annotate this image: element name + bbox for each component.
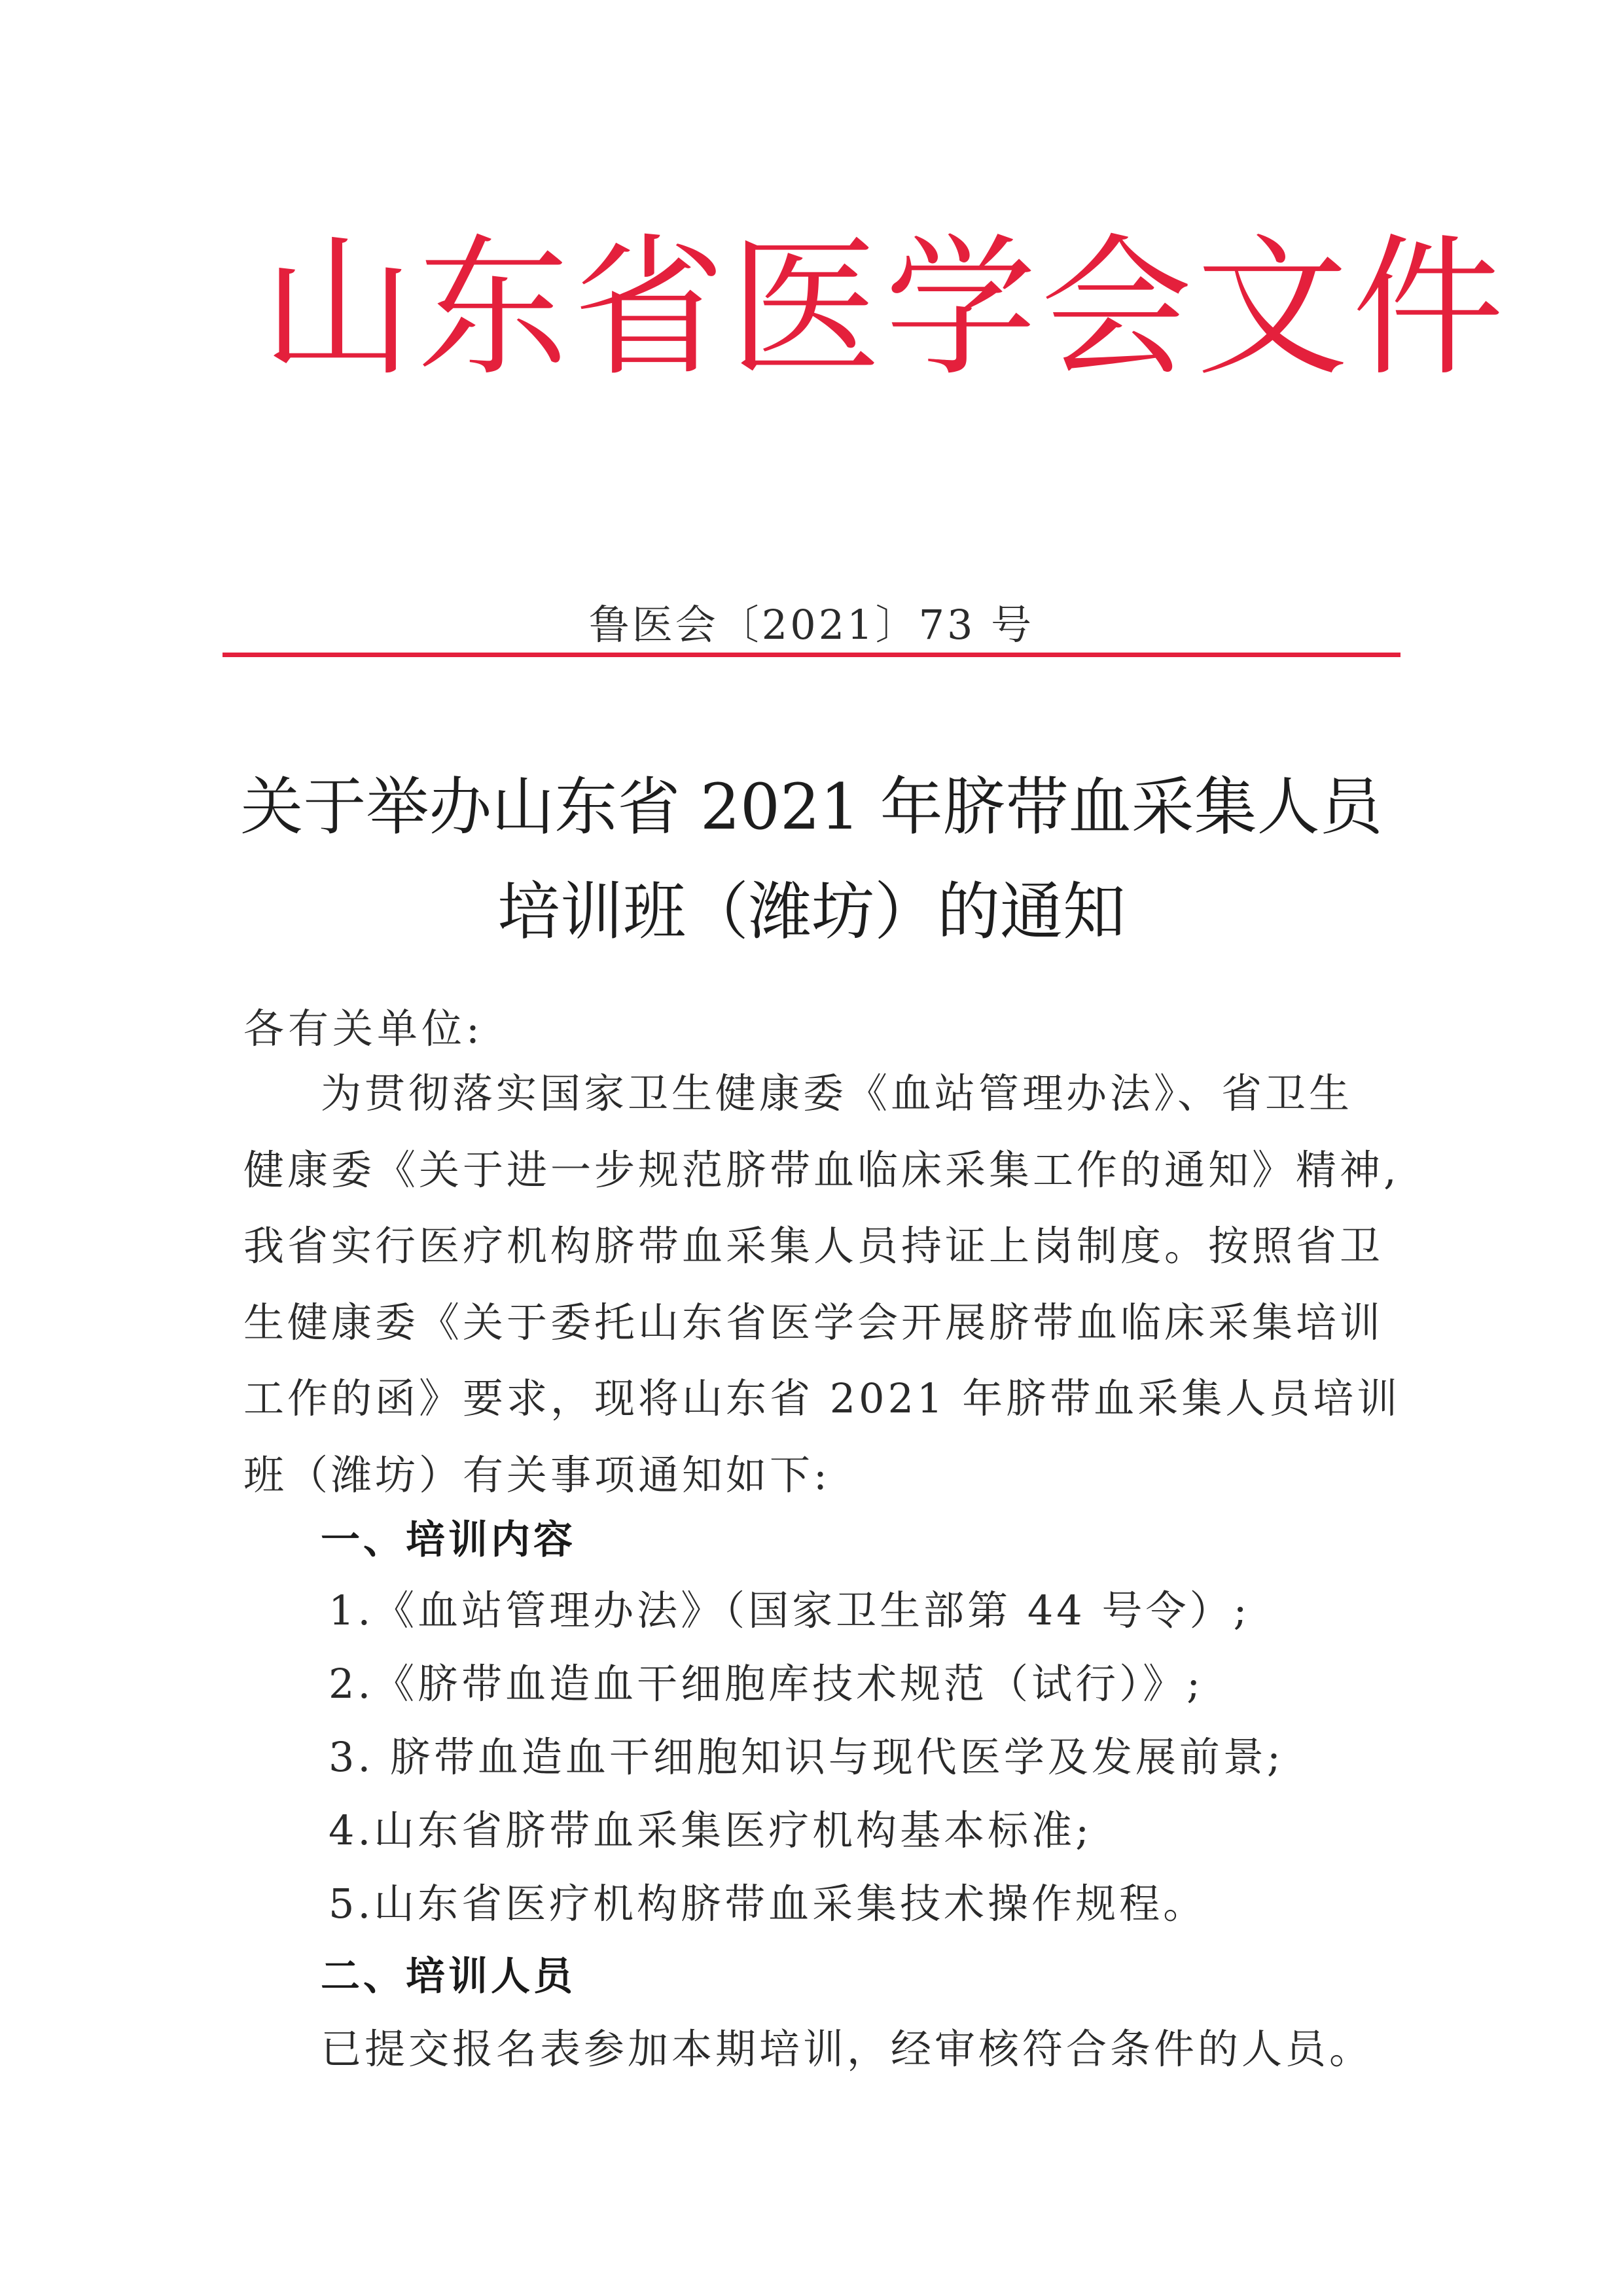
red-divider-line [223, 653, 1400, 657]
masthead-title: 山东省医学会文件 [262, 220, 1508, 397]
list-item: 5.山东省医疗机构脐带血采集技术操作规程。 [329, 1880, 1207, 1928]
paragraph-line: 工作的函》要求，现将山东省 2021 年脐带血采集人员培训 [243, 1374, 1401, 1422]
section-heading-trainees: 二、培训人员 [321, 1954, 576, 2000]
section-heading-training-content: 一、培训内容 [321, 1517, 576, 1563]
paragraph-line: 为贯彻落实国家卫生健康委《血站管理办法》、省卫生 [321, 1069, 1353, 1117]
notice-title-line-2: 培训班（潍坊）的通知 [497, 875, 1126, 948]
list-item: 4.山东省脐带血采集医疗机构基本标准; [329, 1806, 1093, 1854]
paragraph-line: 我省实行医疗机构脐带血采集人员持证上岗制度。按照省卫 [243, 1222, 1384, 1270]
list-item: 3. 脐带血造血干细胞知识与现代医学及发展前景; [329, 1733, 1284, 1781]
list-item: 1.《血站管理办法》（国家卫生部第 44 号令）; [329, 1587, 1251, 1634]
paragraph-line: 班（潍坊）有关事项通知如下: [243, 1451, 830, 1499]
salutation: 各有关单位: [243, 1005, 484, 1052]
list-item: 2.《脐带血造血干细胞库技术规范（试行）》; [329, 1660, 1204, 1708]
notice-title-line-1: 关于举办山东省 2021 年脐带血采集人员 [240, 770, 1383, 844]
trainees-text: 已提交报名表参加本期培训，经审核符合条件的人员。 [321, 2025, 1374, 2073]
paragraph-line: 生健康委《关于委托山东省医学会开展脐带血临床采集培训 [243, 1299, 1384, 1346]
document-number: 鲁医会〔2021〕73 号 [588, 601, 1035, 649]
paragraph-line: 健康委《关于进一步规范脐带血临床采集工作的通知》精神, [243, 1146, 1400, 1194]
